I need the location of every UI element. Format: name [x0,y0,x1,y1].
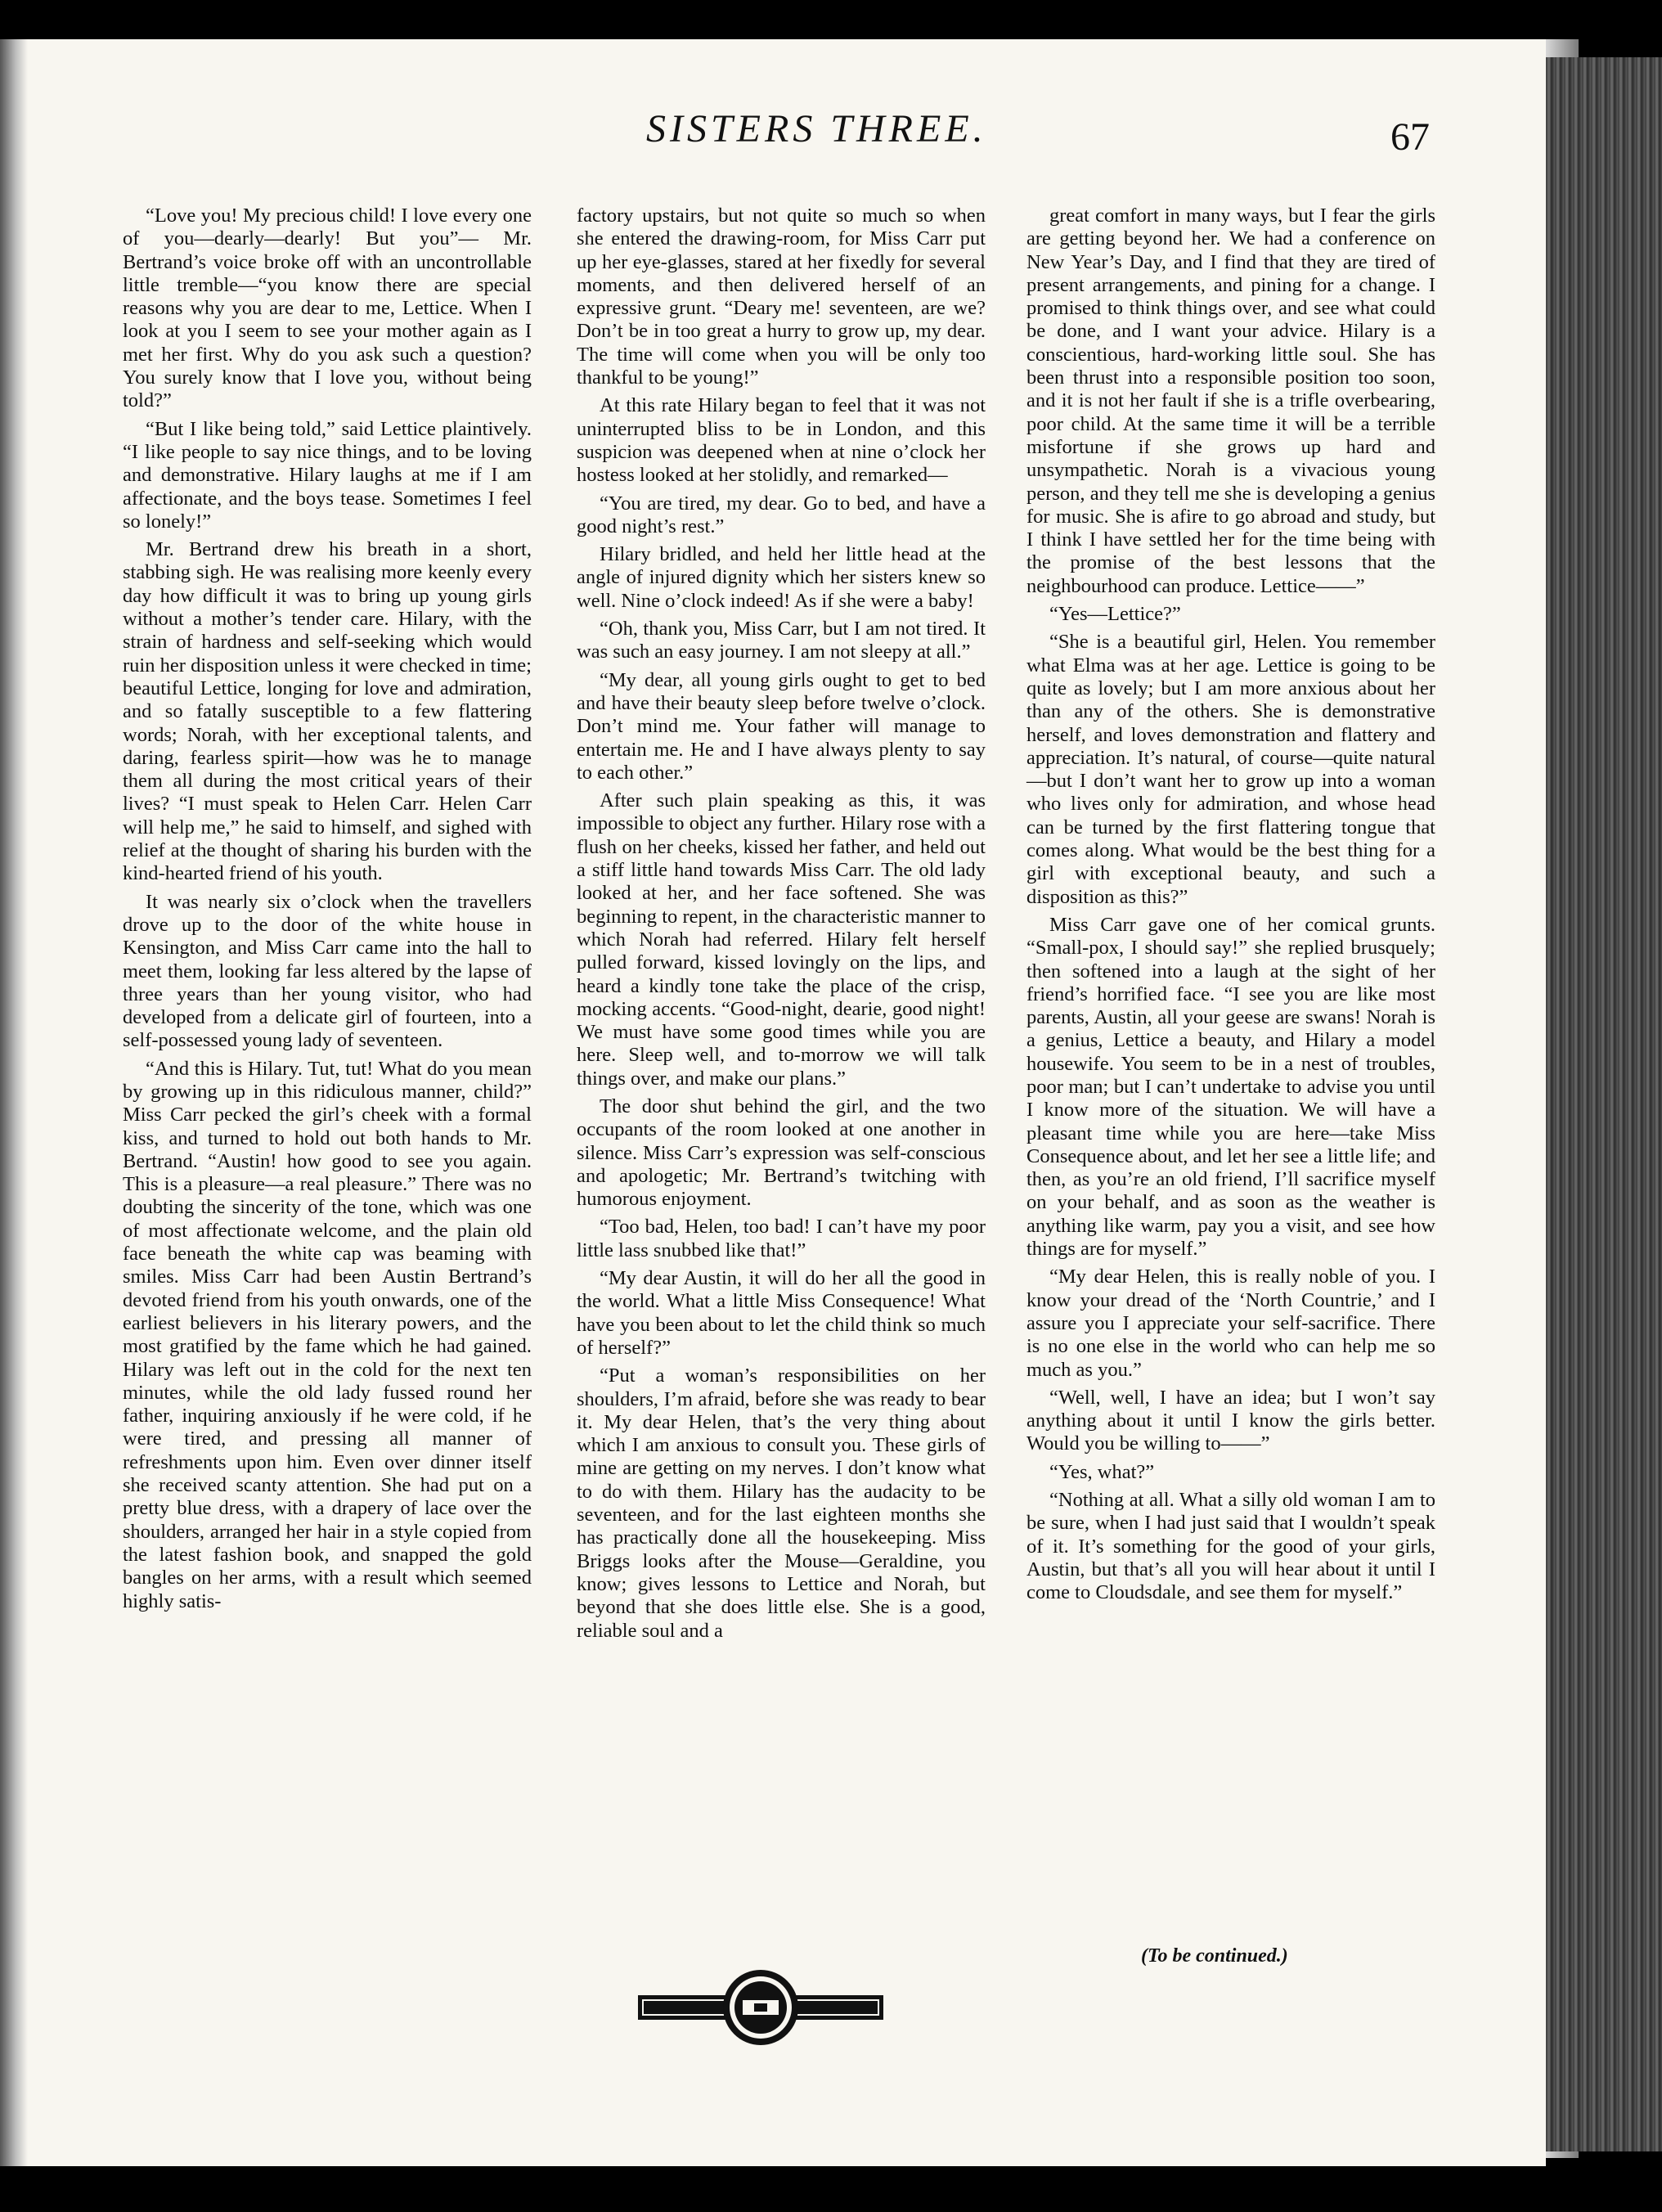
paragraph: At this rate Hilary began to feel that it was not uninterrupted bliss to be in London, and this suspicion was deepened when at nine o’clock her hostess looked at her stolidly, and remarked— [577,394,986,487]
paragraph: It was nearly six o’clock when the travellers drove up to the door of the white house in Kensington, and Miss Carr came into the hall to meet them, looking far less altered by the lapse of three years than her young visitor, who had developed from a delicate girl of fourteen, into a self-possessed young lady of seventeen. [123,890,532,1052]
paragraph: After such plain speaking as this, it was impossible to object any further. Hilary rose with a flush on her cheeks, kissed her father, and held out a stiff little hand towards Miss Carr. The old lady looked at her, and her face softened. She was beginning to repent, in the characteristic manner to which Norah had referred. Hilary felt herself pulled forward, kissed lovingly on the lips, and heard a kindly tone take the place of the crisp, mocking accents. “Good-night, dearie, good night! We must have some good times while you are here. Sleep well, and to-morrow we will talk things over, and make our plans.” [577,789,986,1090]
paragraph: “Put a woman’s responsibilities on her shoulders, I’m afraid, before she was ready to bear it. My dear Helen, that’s the very thing about which I am anxious to consult you. These girls of mine are getting on my nerves. I don’t know what to do with them. Hilary has the audacity to be seventeen, and for the last eighteen months she has practically done all the housekeeping. Miss Briggs looks after the Mouse—Geraldine, you know; gives lessons to Lettice and Norah, but beyond that she does little else. She is a good, reliable soul and a [577,1365,986,1642]
paragraph: Mr. Bertrand drew his breath in a short, stabbing sigh. He was realising more keenly every day how difficult it was to bring up young girls without a mother’s tender care. Hilary, with the strain of hardness and self-seeking which would ruin her disposition unless it were checked in time; beautiful Lettice, longing for love and admiration, and so fatally susceptible to a few flattering words; Norah, with her exceptional talents, and daring, fearless spirit—how was he to manage them all during the most critical years of their lives? “I must speak to Helen Carr. Helen Carr will help me,” he said to himself, and sighed with relief at the thought of sharing his burden with the kind-hearted friend of his youth. [123,538,532,885]
text-column-2 [577,205,986,1648]
paragraph: Miss Carr gave one of her comical grunts. “Small-pox, I should say!” she replied brusquely; then softened into a laugh at the sight of her friend’s horrified face. “I see you are like most parents, Austin, all your geese are swans! Norah is a genius, Lettice a beauty, and Hilary a model housewife. You seem to be in a nest of troubles, poor man; but I can’t undertake to advise you until I know more of the situation. We will have a pleasant time while you are here—take Miss Consequence about, and let her see a little life; and then, as you’re an old friend, I’ll sacrifice myself on your behalf, and as soon as the weather is anything like warm, pay you a visit, and see how things are for myself.” [1026,913,1435,1261]
paragraph: “Well, well, I have an idea; but I won’t say anything about it until I know the girls better. Would you be willing to——” [1026,1386,1435,1455]
paragraph: “Love you! My precious child! I love every one of you—dearly—dearly! But you”— Mr. Bertrand’s voice broke off with an uncontrollable little tremble—“you know there are special reasons why you are dear to me, Lettice. When I look at you I seem to see your mother again as I met her first. Why do you ask such a question? You surely know that I love you, without being told?” [123,205,532,412]
paragraph: “She is a beautiful girl, Helen. You remember what Elma was at her age. Lettice is going to be quite as lovely; but I am more anxious about her than any of the others. She is demonstrative herself, and loves demonstration and flattery and appreciation. It’s natural, of course—quite natural—but I don’t want her to grow up into a woman who lives only for admiration, and whose head can be turned by the first flattering tongue that comes along. What would be the best thing for a girl with exceptional beauty, and such a disposition as this?” [1026,631,1435,908]
continued-note: (To be continued.) [1141,1945,1288,1967]
text-column-3 [1026,205,1435,1610]
paragraph: factory upstairs, but not quite so much so when she entered the drawing-room, for Miss Carr put up her eye-glasses, stared at her fixedly for several moments, and then delivered herself of an expressive grunt. “Deary me! seventeen, are we? Don’t be in too great a hurry to grow up, my dear. The time will come when you will be only too thankful to be young!” [577,205,986,389]
book-cover-edge [1546,57,1662,2151]
paragraph: “Too bad, Helen, too bad! I can’t have my poor little lass snubbed like that!” [577,1216,986,1261]
paragraph: “And this is Hilary. Tut, tut! What do you mean by growing up in this ridiculous manner, child?” Miss Carr pecked the girl’s cheek with a formal kiss, and turned to hold out both hands to Mr. Bertrand. “Austin! how good to see you again. This is a pleasure—a real pleasure.” There was no doubting the sincerity of the tone, which was one of most affectionate welcome, and the plain old face beneath the white cap was beaming with smiles. Miss Carr had been Austin Bertrand’s devoted friend from his youth onwards, one of the earliest believers in his literary powers, and the most gratified by the fame which he had gained. Hilary was left out in the cold for the next ten minutes, while the old lady fussed round her father, inquiring anxiously if he were cold, if he were tired, and pressing all manner of refreshments upon him. Even over dinner itself she received scanty attention. She had put on a pretty blue dress, with a drapery of lace over the shoulders, arranged her hair in a style copied from the latest fashion book, and snapped the gold bangles on her arms, with a result which seemed highly satis- [123,1057,532,1612]
paragraph: “My dear, all young girls ought to get to bed and have their beauty sleep before twelve o’clock. Don’t mind me. Your father will manage to entertain me. He and I have always plenty to say to each other.” [577,668,986,784]
page-header [0,106,1546,164]
page-number: 67 [1390,115,1430,159]
paragraph: “Yes—Lettice?” [1049,603,1181,626]
paragraph: “My dear Helen, this is really noble of you. I know your dread of the ‘North Countrie,’ and I assure you I appreciate your self-sacrifice. There is no one else in the world who can help me so much as you.” [1026,1266,1435,1381]
paragraph: “Oh, thank you, Miss Carr, but I am not tired. It was such an easy journey. I am not sleepy at all.” [577,618,986,663]
paragraph: “Yes, what?” [1049,1460,1155,1483]
paragraph: Hilary bridled, and held her little head at the angle of injured dignity which her sisters knew so well. Nine o’clock indeed! As if she were a baby! [577,543,986,612]
text-column-1 [123,205,532,1618]
tailpiece-ornament [638,1967,883,2048]
paragraph: great comfort in many ways, but I fear the girls are getting beyond her. We had a conference on New Year’s Day, and I find that they are tired of present arrangements, and pining for a change. I promised to think things over, and see what could be done, and I want your advice. Hilary is a conscientious, hard-working little soul. She has been thrust into a responsible position too soon, and it is not her fault if she is a trifle overbearing, poor child. At the same time it will be a terrible misfortune if she grows up hard and unsympathetic. Norah is a vivacious young person, and they tell me she is developing a genius for music. She is afire to go abroad and study, but I think I have settled her for the time being with the promise of the best lessons that the neighbourhood can produce. Lettice——” [1026,205,1435,597]
paragraph: “My dear Austin, it will do her all the good in the world. What a little Miss Consequence! What have you been about to let the child think so much of herself?” [577,1267,986,1359]
paragraph: “You are tired, my dear. Go to bed, and have a good night’s rest.” [577,492,986,537]
paragraph: “Nothing at all. What a silly old woman I am to be sure, when I had just said that I wouldn’t speak of it. It’s something for the good of your girls, Austin, but that’s all you will hear about it until I come to Cloudsdale, and see them for myself.” [1026,1489,1435,1604]
running-title: SISTERS THREE. [646,107,987,151]
spine-shadow [0,39,28,2166]
paragraph: “But I like being told,” said Lettice plaintively. “I like people to say nice things, and to be loving and demonstrative. Hilary laughs at me if I am affectionate, and the boys tease. Sometimes I feel so lonely!” [123,417,532,533]
paragraph: The door shut behind the girl, and the two occupants of the room looked at one another in silence. Miss Carr’s expression was self-conscious and apologetic; Mr. Bertrand’s twitching with humorous enjoyment. [577,1095,986,1211]
